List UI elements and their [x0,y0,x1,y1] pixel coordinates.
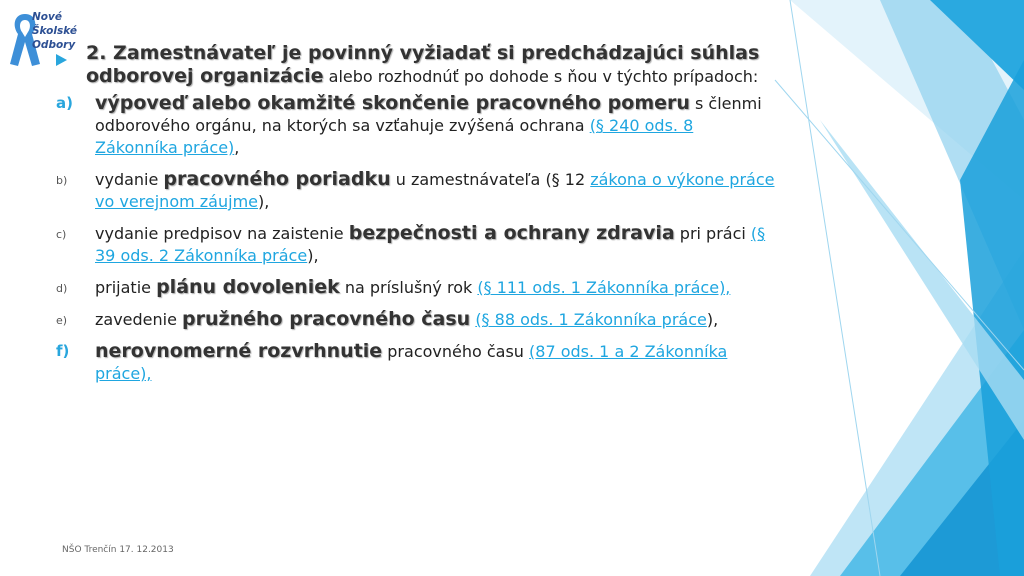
item-tail: ), [706,310,719,329]
item-text: vydanie [95,170,164,189]
intro-paragraph [56,42,776,88]
item-strong: pružného pracovného času [182,308,471,330]
list-marker: d) [56,282,68,295]
list-marker: a) [56,94,73,112]
logo-line: Odbory [32,39,76,51]
law-link[interactable]: (§ 240 ods. 8 Zákonníka práce) [95,116,694,157]
list-item [56,222,776,267]
item-tail: ), [307,246,319,265]
list-marker: e) [56,314,68,327]
list-item [56,92,776,159]
intro-text: alebo rozhodnúť po dohode s ňou v týchto prípadoch: [323,67,759,86]
law-link[interactable]: (§ 111 ods. 1 Zákonníka práce), [477,278,731,297]
list-item [56,168,776,213]
slide-content [56,42,776,394]
logo-line: Nové [32,11,62,23]
item-strong: nerovnomerné rozvrhnutie [95,340,383,362]
list-item [56,276,776,299]
item-tail: ), [258,192,270,211]
item-tail: , [234,138,240,157]
item-text: s členmi odborového orgánu, na ktorých sa vzťahuje zvýšená ochrana [95,94,762,135]
footer-date: NŠO Trenčín 17. 12.2013 [62,545,174,555]
intro-strong: 2. Zamestnávateľ je povinný vyžiadať si predchádzajúci súhlas odborovej organizácie [86,42,760,87]
item-text: u zamestnávateľa (§ 12 [390,170,591,189]
logo-line: Školské [32,25,77,37]
list-marker: b) [56,174,68,187]
item-text: zavedenie [95,310,183,329]
item-text: pracovného času [382,342,530,361]
item-strong: plánu dovoleniek [156,276,340,298]
item-text: na príslušný rok [339,278,478,297]
law-link[interactable]: (§ 39 ods. 2 Zákonníka práce [95,224,766,265]
list-marker: c) [56,228,67,241]
law-link[interactable]: (87 ods. 1 a 2 Zákonníka práce), [95,342,728,383]
arrow-bullet-icon [56,54,67,66]
item-strong: pracovného poriadku [163,168,391,190]
law-link[interactable]: (§ 88 ods. 1 Zákonníka práce [475,310,707,329]
list-item [56,308,776,331]
law-link[interactable]: zákona o výkone práce vo verejnom záujme [95,170,775,211]
item-strong: výpoveď alebo okamžité skončenie pracovného pomeru [95,92,690,114]
list-marker: f) [56,342,70,360]
item-text: prijatie [95,278,157,297]
item-text: pri práci [674,224,751,243]
list-item [56,340,776,385]
item-text: vydanie predpisov na zaistenie [95,224,349,243]
item-strong: bezpečnosti a ochrany zdravia [348,222,675,244]
